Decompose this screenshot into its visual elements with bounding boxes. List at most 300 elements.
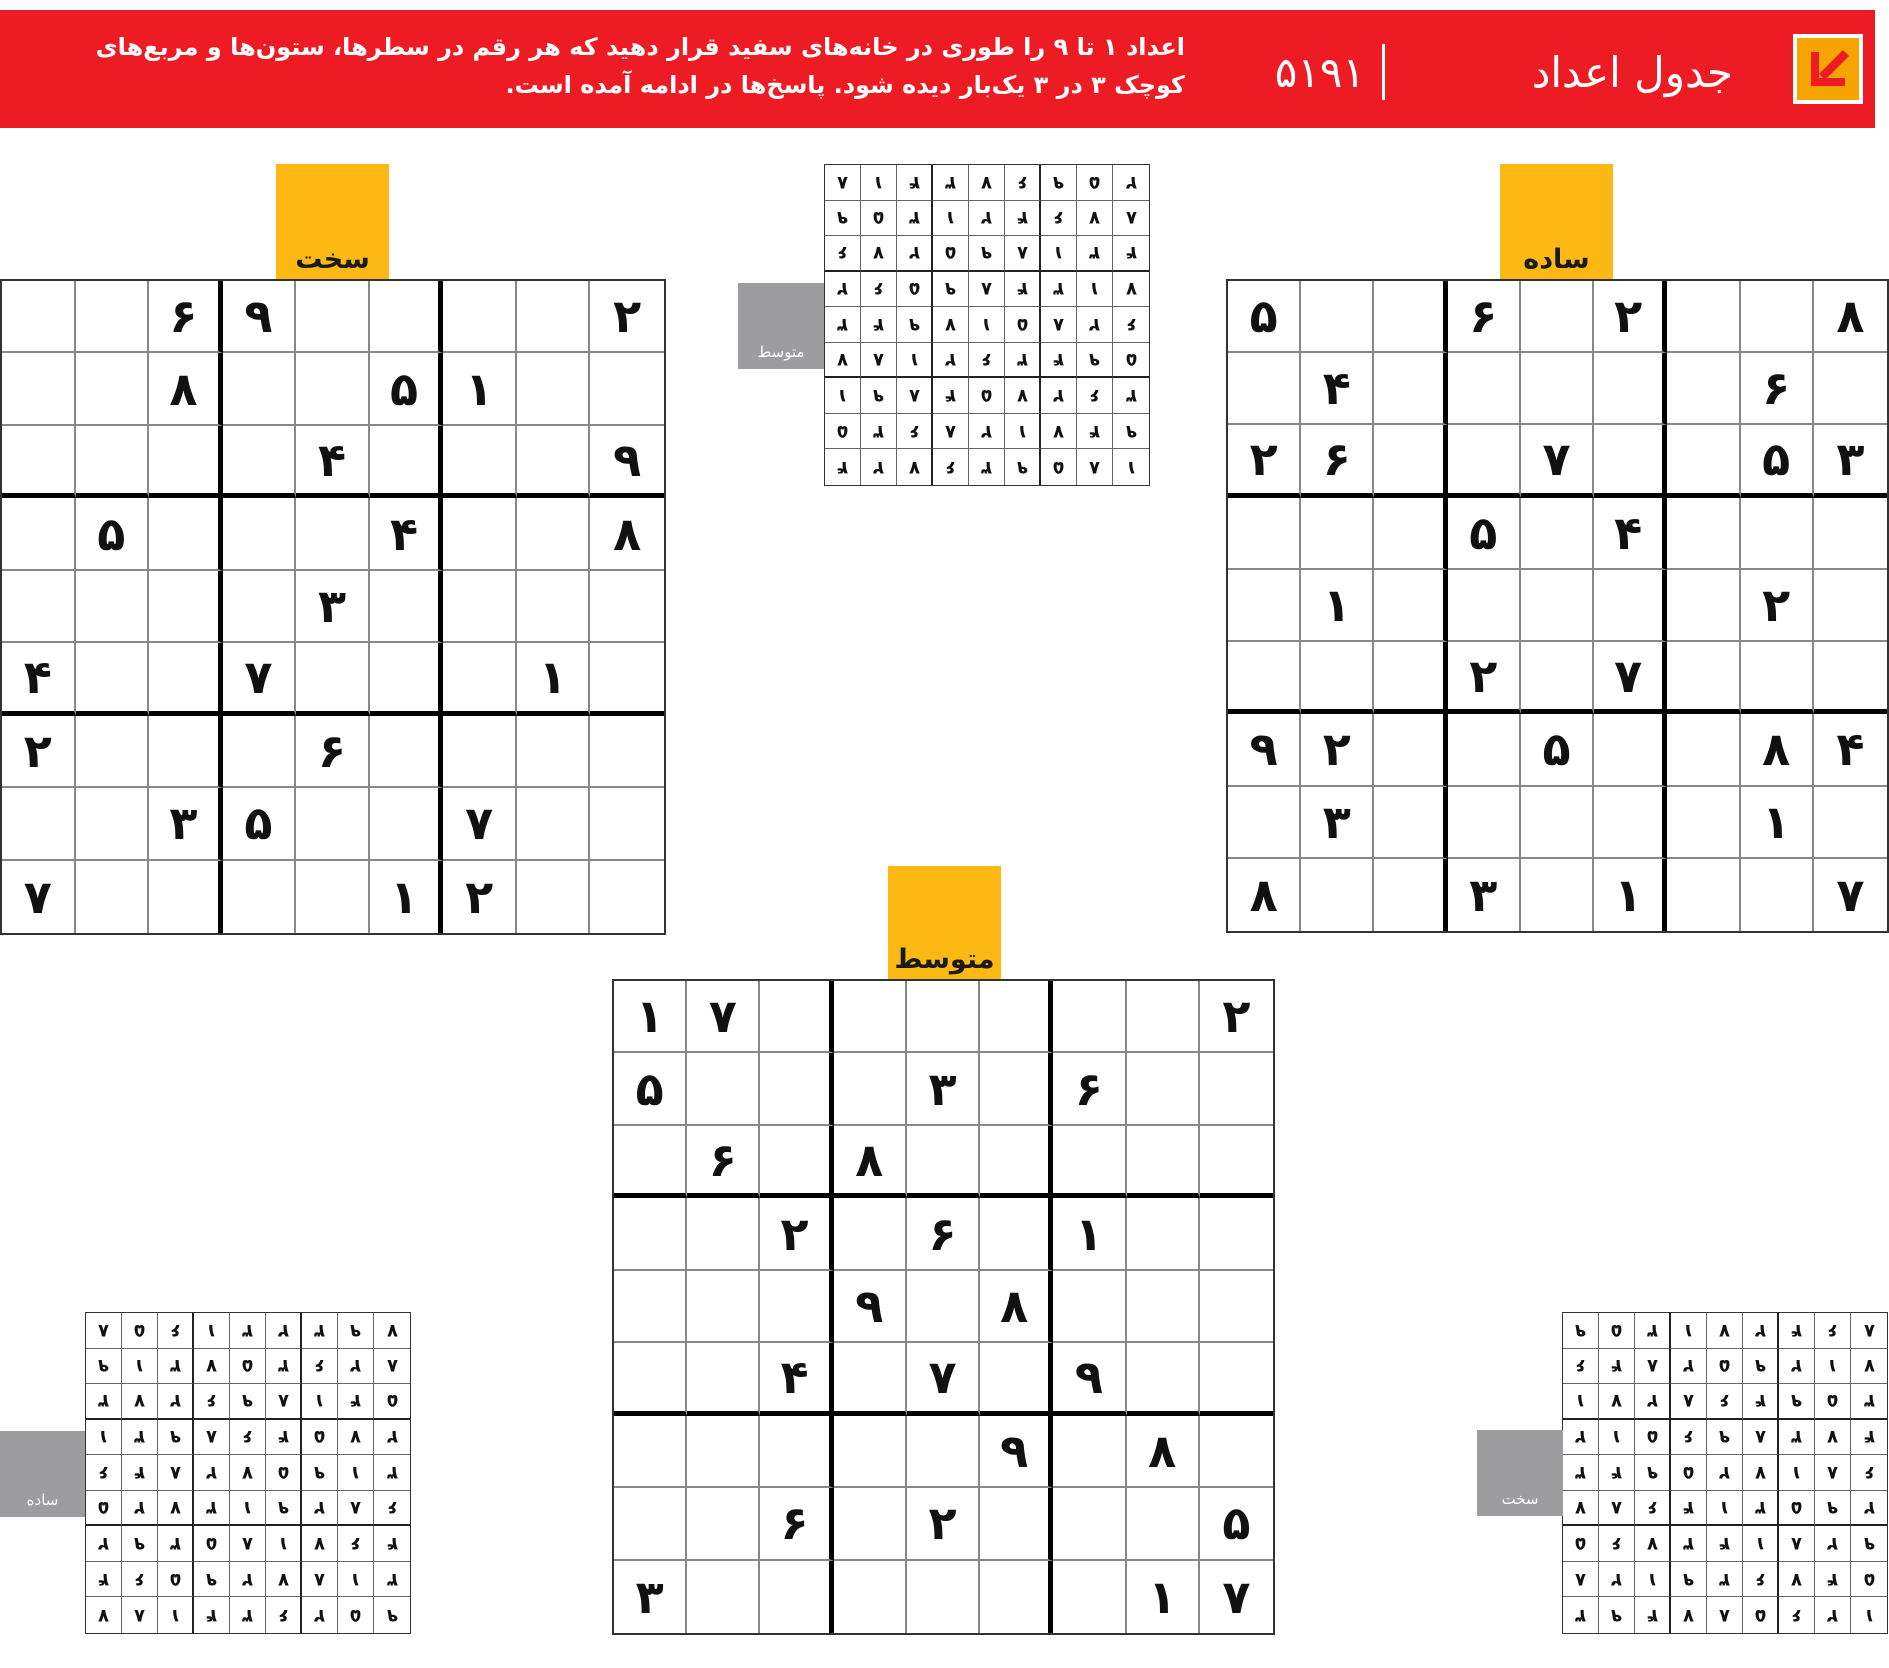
grid-cell[interactable]: ۳ — [296, 571, 370, 643]
grid-cell[interactable]: ۳ — [1814, 425, 1887, 497]
grid-cell[interactable] — [980, 1053, 1053, 1125]
solution-cell — [825, 272, 861, 308]
grid-cell[interactable] — [980, 1488, 1053, 1560]
grid-cell[interactable] — [2, 498, 76, 570]
grid-cell[interactable]: ۵ — [1448, 498, 1521, 570]
grid-cell[interactable] — [517, 788, 591, 860]
solution-digit: ۵ — [1575, 1533, 1586, 1555]
grid-cell[interactable] — [1228, 642, 1301, 714]
solution-cell — [302, 1313, 338, 1349]
grid-cell[interactable] — [517, 571, 591, 643]
solution-cell — [897, 201, 933, 237]
grid-cell[interactable] — [1127, 1343, 1200, 1415]
grid-cell[interactable] — [517, 281, 591, 353]
solution-digit: ۲ — [1683, 1355, 1694, 1377]
grid-cell[interactable] — [980, 1561, 1053, 1633]
grid-cell[interactable] — [1521, 353, 1594, 425]
solution-grid-easy — [85, 1312, 411, 1634]
grid-cell[interactable] — [614, 1488, 687, 1560]
grid-cell[interactable] — [517, 716, 591, 788]
grid-cell[interactable] — [517, 861, 591, 933]
grid-cell[interactable]: ۹ — [980, 1416, 1053, 1488]
grid-cell[interactable]: ۴ — [1301, 353, 1374, 425]
grid-cell[interactable] — [1200, 1053, 1273, 1125]
grid-cell[interactable] — [1127, 1126, 1200, 1198]
grid-cell[interactable] — [296, 281, 370, 353]
grid-cell[interactable] — [443, 281, 517, 353]
grid-cell[interactable] — [1301, 859, 1374, 931]
grid-cell[interactable]: ۷ — [223, 643, 297, 715]
grid-cell[interactable]: ۴ — [1814, 714, 1887, 786]
grid-cell[interactable] — [370, 426, 444, 498]
grid-cell[interactable] — [223, 353, 297, 425]
grid-cell[interactable] — [1741, 642, 1814, 714]
grid-cell[interactable] — [687, 1561, 760, 1633]
grid-cell[interactable]: ۹ — [590, 426, 664, 498]
solution-digit: ۲ — [242, 1568, 253, 1590]
grid-cell[interactable] — [907, 981, 980, 1053]
grid-cell[interactable] — [149, 861, 223, 933]
grid-cell[interactable]: ۲ — [590, 281, 664, 353]
grid-cell[interactable] — [590, 716, 664, 788]
grid-cell[interactable]: ۴ — [296, 426, 370, 498]
solution-cell — [1113, 165, 1149, 201]
grid-cell[interactable]: ۵ — [76, 498, 150, 570]
grid-cell[interactable]: ۲ — [443, 861, 517, 933]
grid-cell[interactable] — [149, 426, 223, 498]
grid-cell[interactable] — [834, 1416, 907, 1488]
grid-cell[interactable] — [834, 1053, 907, 1125]
grid-cell[interactable]: ۵ — [1521, 714, 1594, 786]
grid-cell[interactable]: ۸ — [1814, 281, 1887, 353]
grid-cell[interactable]: ۱ — [517, 643, 591, 715]
grid-cell[interactable]: ۲ — [1228, 425, 1301, 497]
grid-cell[interactable] — [443, 643, 517, 715]
grid-cell[interactable] — [149, 716, 223, 788]
grid-cell[interactable]: ۹ — [1228, 714, 1301, 786]
grid-cell[interactable]: ۱ — [1741, 787, 1814, 859]
grid-cell[interactable] — [1814, 570, 1887, 642]
grid-cell[interactable] — [614, 1343, 687, 1415]
grid-cell[interactable]: ۵ — [370, 353, 444, 425]
grid-cell[interactable] — [687, 1271, 760, 1343]
grid-cell[interactable] — [296, 498, 370, 570]
grid-cell[interactable] — [1374, 425, 1447, 497]
arrow-logo-icon — [1797, 38, 1859, 100]
grid-cell[interactable]: ۱ — [1127, 1561, 1200, 1633]
grid-cell[interactable]: ۵ — [1228, 281, 1301, 353]
grid-cell[interactable] — [223, 498, 297, 570]
grid-cell[interactable] — [1053, 1416, 1126, 1488]
solution-cell — [1815, 1562, 1851, 1598]
grid-cell[interactable] — [1667, 281, 1740, 353]
solution-cell — [1743, 1562, 1779, 1598]
grid-cell[interactable]: ۹ — [223, 281, 297, 353]
grid-cell[interactable]: ۴ — [1594, 498, 1667, 570]
grid-cell[interactable] — [370, 643, 444, 715]
grid-cell[interactable] — [1127, 1053, 1200, 1125]
grid-cell[interactable] — [223, 426, 297, 498]
solution-cell — [1077, 343, 1113, 379]
grid-cell[interactable]: ۳ — [1301, 787, 1374, 859]
grid-cell[interactable]: ۱ — [614, 981, 687, 1053]
grid-cell[interactable] — [443, 498, 517, 570]
solution-digit: ۷ — [1754, 1461, 1766, 1483]
grid-cell[interactable]: ۱ — [370, 861, 444, 933]
grid-cell[interactable] — [687, 1198, 760, 1270]
grid-cell[interactable] — [1374, 859, 1447, 931]
grid-cell[interactable] — [1200, 1343, 1273, 1415]
solution-cell — [1815, 1384, 1851, 1420]
grid-cell[interactable] — [1228, 498, 1301, 570]
grid-cell[interactable] — [1228, 787, 1301, 859]
grid-cell[interactable] — [1448, 714, 1521, 786]
solution-digit: ۶ — [1791, 1604, 1802, 1626]
grid-cell[interactable] — [223, 571, 297, 643]
grid-cell[interactable] — [590, 353, 664, 425]
grid-cell[interactable] — [1667, 859, 1740, 931]
solution-digit: ۵ — [981, 385, 992, 407]
solution-digit: ۶ — [1719, 1390, 1730, 1412]
grid-cell[interactable]: ۴ — [370, 498, 444, 570]
grid-cell[interactable] — [980, 1198, 1053, 1270]
grid-cell[interactable] — [443, 716, 517, 788]
grid-cell[interactable] — [1200, 1198, 1273, 1270]
grid-cell[interactable]: ۸ — [1127, 1416, 1200, 1488]
solution-digit: ۵ — [908, 278, 920, 300]
solution-cell — [194, 1455, 230, 1491]
grid-cell[interactable] — [1374, 714, 1447, 786]
grid-cell[interactable] — [590, 788, 664, 860]
grid-cell[interactable] — [149, 571, 223, 643]
grid-cell[interactable]: ۱ — [1053, 1198, 1126, 1270]
grid-cell[interactable] — [149, 643, 223, 715]
grid-cell[interactable]: ۷ — [907, 1343, 980, 1415]
grid-cell[interactable] — [907, 1126, 980, 1198]
grid-cell[interactable] — [1200, 1416, 1273, 1488]
grid-cell[interactable] — [1053, 981, 1126, 1053]
grid-cell[interactable]: ۳ — [149, 788, 223, 860]
grid-cell[interactable] — [517, 498, 591, 570]
grid-cell[interactable] — [76, 426, 150, 498]
solution-digit: ۸ — [1863, 1319, 1875, 1341]
solution-grid-hard — [1562, 1312, 1888, 1634]
solution-digit: ۴ — [1611, 1355, 1622, 1377]
grid-cell[interactable] — [1667, 642, 1740, 714]
grid-cell[interactable]: ۲ — [1301, 714, 1374, 786]
grid-cell[interactable] — [907, 1561, 980, 1633]
solution-cell — [861, 307, 897, 343]
grid-cell[interactable] — [1667, 714, 1740, 786]
grid-cell[interactable] — [1448, 570, 1521, 642]
grid-cell[interactable] — [149, 498, 223, 570]
solution-digit: ۸ — [242, 1533, 253, 1555]
grid-cell[interactable] — [760, 1271, 833, 1343]
solution-cell — [266, 1420, 302, 1456]
solution-digit: ۴ — [1791, 1319, 1802, 1341]
grid-cell[interactable] — [1814, 353, 1887, 425]
grid-cell[interactable] — [2, 281, 76, 353]
grid-cell[interactable] — [370, 788, 444, 860]
grid-cell[interactable] — [1521, 498, 1594, 570]
grid-cell[interactable]: ۸ — [590, 498, 664, 570]
grid-cell[interactable] — [1127, 1271, 1200, 1343]
grid-cell[interactable]: ۶ — [1301, 425, 1374, 497]
grid-cell[interactable] — [1448, 787, 1521, 859]
grid-cell[interactable]: ۶ — [296, 716, 370, 788]
grid-cell[interactable]: ۷ — [1521, 425, 1594, 497]
grid-cell[interactable] — [1448, 425, 1521, 497]
grid-cell[interactable] — [760, 1561, 833, 1633]
grid-cell[interactable]: ۵ — [1741, 425, 1814, 497]
solution-cell — [302, 1349, 338, 1385]
grid-cell[interactable] — [980, 1126, 1053, 1198]
solution-cell — [1779, 1384, 1815, 1420]
solution-digit: ۲ — [169, 1390, 181, 1412]
grid-cell[interactable] — [1200, 1126, 1273, 1198]
grid-cell[interactable] — [1374, 281, 1447, 353]
grid-cell[interactable] — [614, 1416, 687, 1488]
grid-cell[interactable] — [1521, 859, 1594, 931]
grid-cell[interactable] — [1521, 642, 1594, 714]
solution-cell — [194, 1384, 230, 1420]
grid-cell[interactable] — [760, 1416, 833, 1488]
grid-cell[interactable] — [590, 571, 664, 643]
grid-cell[interactable]: ۶ — [1053, 1053, 1126, 1125]
solution-digit: ۳ — [1125, 385, 1137, 407]
grid-cell[interactable] — [1374, 570, 1447, 642]
grid-cell[interactable]: ۲ — [1448, 642, 1521, 714]
grid-cell[interactable] — [517, 353, 591, 425]
grid-cell[interactable] — [907, 1271, 980, 1343]
grid-cell[interactable] — [760, 981, 833, 1053]
grid-cell[interactable] — [443, 426, 517, 498]
solution-digit: ۵ — [1863, 1568, 1875, 1590]
grid-cell[interactable] — [760, 1053, 833, 1125]
solution-cell — [861, 272, 897, 308]
solution-digit: ۹ — [908, 313, 920, 335]
grid-cell[interactable]: ۹ — [834, 1271, 907, 1343]
grid-cell[interactable] — [1053, 1561, 1126, 1633]
grid-cell[interactable] — [296, 788, 370, 860]
grid-cell[interactable] — [1200, 1271, 1273, 1343]
grid-cell[interactable] — [834, 981, 907, 1053]
grid-cell[interactable]: ۱ — [443, 353, 517, 425]
solution-cell — [1815, 1526, 1851, 1562]
grid-cell[interactable]: ۴ — [2, 643, 76, 715]
grid-cell[interactable] — [687, 1053, 760, 1125]
grid-cell[interactable]: ۸ — [980, 1271, 1053, 1343]
grid-cell[interactable] — [590, 643, 664, 715]
grid-cell[interactable] — [76, 643, 150, 715]
grid-cell[interactable] — [1053, 1126, 1126, 1198]
grid-cell[interactable] — [1448, 353, 1521, 425]
grid-cell[interactable] — [1667, 425, 1740, 497]
grid-cell[interactable] — [76, 788, 150, 860]
grid-cell[interactable] — [1814, 787, 1887, 859]
grid-cell[interactable] — [370, 281, 444, 353]
grid-cell[interactable]: ۷ — [1594, 642, 1667, 714]
solution-digit: ۷ — [1863, 1355, 1875, 1377]
grid-cell[interactable] — [2, 571, 76, 643]
grid-cell[interactable]: ۲ — [1741, 570, 1814, 642]
grid-cell[interactable] — [2, 353, 76, 425]
grid-cell[interactable] — [517, 426, 591, 498]
grid-cell[interactable]: ۱ — [1301, 570, 1374, 642]
solution-digit: ۳ — [981, 456, 992, 478]
grid-cell[interactable] — [834, 1561, 907, 1633]
grid-cell[interactable] — [1301, 642, 1374, 714]
grid-cell[interactable]: ۳ — [907, 1053, 980, 1125]
grid-cell[interactable] — [1301, 281, 1374, 353]
grid-cell[interactable]: ۹ — [1053, 1343, 1126, 1415]
grid-cell[interactable] — [1521, 787, 1594, 859]
grid-cell[interactable]: ۲ — [1200, 981, 1273, 1053]
grid-cell[interactable] — [687, 1416, 760, 1488]
grid-cell[interactable] — [1228, 570, 1301, 642]
grid-cell[interactable] — [2, 788, 76, 860]
grid-cell[interactable]: ۶ — [149, 281, 223, 353]
grid-cell[interactable] — [1741, 281, 1814, 353]
grid-cell[interactable]: ۶ — [687, 1126, 760, 1198]
grid-cell[interactable] — [1667, 498, 1740, 570]
grid-cell[interactable]: ۶ — [760, 1488, 833, 1560]
solution-cell — [1041, 449, 1077, 485]
grid-cell[interactable] — [76, 281, 150, 353]
grid-cell[interactable] — [370, 716, 444, 788]
grid-cell[interactable] — [907, 1416, 980, 1488]
solution-cell — [1707, 1562, 1743, 1598]
grid-cell[interactable] — [1228, 353, 1301, 425]
grid-cell[interactable]: ۷ — [443, 788, 517, 860]
solution-digit: ۴ — [1754, 1390, 1766, 1412]
grid-cell[interactable] — [590, 861, 664, 933]
grid-cell[interactable]: ۶ — [1448, 281, 1521, 353]
solution-digit: ۶ — [386, 1497, 398, 1519]
solution-digit: ۷ — [277, 1568, 289, 1590]
grid-cell[interactable] — [614, 1198, 687, 1270]
grid-cell[interactable]: ۳ — [1448, 859, 1521, 931]
grid-cell[interactable] — [76, 716, 150, 788]
grid-cell[interactable]: ۵ — [614, 1053, 687, 1125]
grid-cell[interactable] — [296, 643, 370, 715]
solution-digit: ۱ — [1719, 1497, 1730, 1519]
solution-cell — [969, 307, 1005, 343]
grid-cell[interactable]: ۱ — [1594, 859, 1667, 931]
grid-cell[interactable] — [1053, 1271, 1126, 1343]
sudoku-grid-medium — [612, 979, 1275, 1635]
grid-cell[interactable] — [1741, 859, 1814, 931]
grid-cell[interactable]: ۸ — [834, 1126, 907, 1198]
solution-digit: ۲ — [1053, 385, 1064, 407]
grid-cell[interactable] — [760, 1126, 833, 1198]
grid-cell[interactable] — [1594, 714, 1667, 786]
grid-cell[interactable]: ۵ — [223, 788, 297, 860]
grid-cell[interactable]: ۲ — [907, 1488, 980, 1560]
grid-cell[interactable] — [980, 981, 1053, 1053]
grid-cell[interactable] — [1594, 787, 1667, 859]
grid-cell[interactable] — [1127, 1488, 1200, 1560]
grid-cell[interactable]: ۲ — [2, 716, 76, 788]
grid-cell[interactable]: ۵ — [1200, 1488, 1273, 1560]
grid-cell[interactable] — [1594, 425, 1667, 497]
grid-cell[interactable]: ۸ — [1228, 859, 1301, 931]
grid-cell[interactable] — [1594, 353, 1667, 425]
grid-cell[interactable] — [76, 353, 150, 425]
grid-cell[interactable] — [2, 426, 76, 498]
grid-cell[interactable]: ۸ — [149, 353, 223, 425]
grid-cell[interactable]: ۷ — [1222, 1569, 1251, 1624]
grid-cell[interactable] — [834, 1343, 907, 1415]
solution-cell — [1113, 449, 1149, 485]
grid-cell[interactable] — [1053, 1488, 1126, 1560]
grid-cell[interactable] — [223, 716, 297, 788]
solution-cell — [1743, 1455, 1779, 1491]
grid-cell[interactable] — [1374, 642, 1447, 714]
grid-cell[interactable] — [1127, 981, 1200, 1053]
grid-cell[interactable]: ۲ — [760, 1198, 833, 1270]
grid-cell[interactable] — [614, 1126, 687, 1198]
grid-cell[interactable] — [370, 571, 444, 643]
grid-cell[interactable] — [1667, 787, 1740, 859]
solution-digit: ۲ — [981, 207, 992, 229]
grid-cell[interactable] — [1521, 281, 1594, 353]
grid-cell[interactable]: ۷ — [1836, 867, 1865, 922]
grid-cell[interactable] — [1374, 787, 1447, 859]
grid-cell[interactable]: ۸ — [1741, 714, 1814, 786]
grid-cell[interactable] — [614, 1271, 687, 1343]
grid-cell[interactable]: ۶ — [907, 1198, 980, 1270]
solution-digit: ۵ — [1719, 1355, 1730, 1377]
grid-cell[interactable] — [1741, 498, 1814, 570]
grid-cell[interactable] — [296, 353, 370, 425]
grid-cell[interactable] — [1374, 353, 1447, 425]
grid-cell[interactable] — [1667, 353, 1740, 425]
grid-cell[interactable] — [687, 1488, 760, 1560]
grid-cell[interactable] — [76, 571, 150, 643]
grid-cell[interactable] — [443, 571, 517, 643]
grid-cell[interactable] — [1127, 1198, 1200, 1270]
solution-cell — [933, 378, 969, 414]
grid-cell[interactable] — [296, 861, 370, 933]
grid-cell[interactable]: ۷ — [687, 981, 760, 1053]
grid-cell[interactable]: ۲ — [1594, 281, 1667, 353]
grid-cell[interactable]: ۷ — [2, 861, 76, 933]
solution-cell — [194, 1349, 230, 1385]
grid-cell[interactable] — [1521, 570, 1594, 642]
grid-cell[interactable] — [834, 1488, 907, 1560]
grid-cell[interactable] — [1594, 570, 1667, 642]
grid-cell[interactable]: ۶ — [1741, 353, 1814, 425]
grid-cell[interactable] — [834, 1198, 907, 1270]
grid-cell[interactable] — [1301, 498, 1374, 570]
grid-cell[interactable] — [76, 861, 150, 933]
grid-cell[interactable] — [1667, 570, 1740, 642]
grid-cell[interactable] — [223, 861, 297, 933]
solution-digit: ۳ — [242, 1319, 253, 1341]
grid-cell[interactable]: ۳ — [614, 1561, 687, 1633]
grid-cell[interactable] — [1374, 498, 1447, 570]
grid-cell[interactable] — [1814, 498, 1887, 570]
solution-digit: ۴ — [1016, 278, 1028, 300]
solution-cell — [302, 1455, 338, 1491]
solution-digit: ۴ — [206, 1604, 217, 1626]
grid-cell[interactable] — [980, 1343, 1053, 1415]
solution-digit: ۹ — [1827, 1497, 1838, 1519]
grid-cell[interactable] — [1814, 642, 1887, 714]
grid-cell[interactable] — [687, 1343, 760, 1415]
grid-cell[interactable]: ۴ — [760, 1343, 833, 1415]
